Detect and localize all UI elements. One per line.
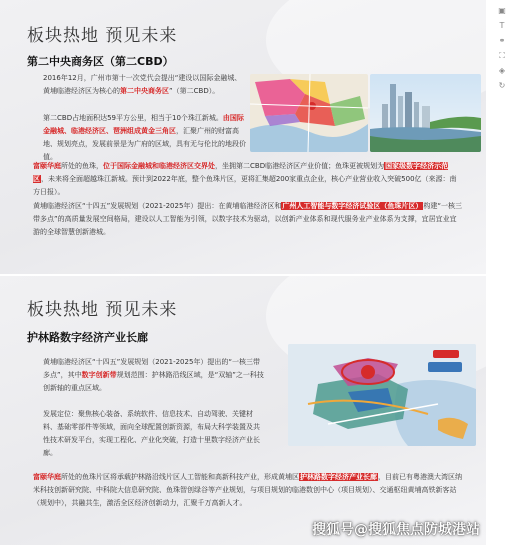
slide-1-title: 板块热地 预见未来 [27, 26, 178, 46]
highlight-box: 护林路数字经济产业长廊 [300, 473, 377, 481]
highlight-text: 第二中央商务区 [120, 87, 169, 95]
cbd-map-image [250, 74, 368, 152]
highlight-text: 位于国际金融城和临港经济区交界处 [103, 162, 215, 170]
text-span: 第二CBD占地面积达59平方公里，相当于10个珠江新城。 [43, 114, 223, 122]
side-toolbar [493, 0, 511, 100]
project-name: 富颐华庭 [33, 473, 61, 481]
highlight-box: 国家级数字经济示范区 [33, 162, 449, 183]
planning-map-graphic [288, 344, 476, 446]
text-span: 2016年12月，广州市第十一次党代会提出“建设以国际金融城、黄埔临港经济区为核心的 [43, 74, 242, 95]
crop-icon[interactable]: ⛶ [499, 51, 505, 60]
corridor-planning-map [288, 344, 476, 446]
text-span: 所处的鱼珠， [61, 162, 103, 170]
slide-2-title: 板块热地 预见未来 [27, 300, 178, 320]
ai-icon[interactable]: ◈ [498, 66, 506, 75]
slide-1-paragraph-3 [33, 160, 463, 199]
slide-1-paragraph-1 [43, 72, 243, 98]
slide-2-paragraph-1 [43, 356, 265, 395]
highlight-text: 由国际金融城、临港经济区、琶洲组成黄金三角区 [43, 114, 244, 135]
city-skyline-photo [370, 74, 481, 152]
text-span: 规划范围：护林路沿线区域，是“双轴”之一科技创新轴的重点区域。 [43, 371, 264, 392]
text-span: ，未来将全面超越珠江新城。预计到2022年底，整个鱼珠片区，更将汇集超200家重点企业，核心产业营业收入突破500亿（来源：南方日报）。 [33, 175, 457, 196]
slide-2 [0, 276, 486, 545]
text-icon[interactable]: T [499, 21, 505, 30]
map-graphic [250, 74, 368, 152]
text-span: 构建“一核三带多点”的高质量发展空间格局，建设以人工智能为引领，以数字技术为驱动，以创新产业体系和现代服务业产业体系为支撑，宜居宜业宜游的全球智慧创新港城。 [33, 202, 463, 236]
highlight-text: 数字创新带 [81, 371, 117, 379]
text-span: 所处的鱼珠片区将承载护林路沿线片区人工智能和高新科技产业，形成黄埔区 [61, 473, 299, 481]
project-name: 富颐华庭 [33, 162, 61, 170]
skyline-graphic [370, 74, 481, 152]
link-icon[interactable]: ⚭ [498, 36, 506, 45]
text-span: ，汇聚广州的财富高地、规划亮点，发展前景是为广府的区域，具有无与伦比的地段价值。 [43, 127, 246, 161]
text-span: ，坐拥第二CBD临港经济区产业价值；鱼珠更被规划为 [215, 162, 385, 170]
text-span: ，目前已有粤港澳大湾区纳米科技创新研究院、中科院大信息研究院、鱼珠智创绿谷等产业规划，与项目规划的临港数创中心（项目规划）、交通枢纽黄埔高铁新客站（规划中），共融共生，激活全区经济创新动力，汇聚千万高新人才。 [33, 473, 462, 507]
slide-1-paragraph-4 [33, 200, 463, 239]
rotate-icon[interactable]: ↻ [498, 81, 506, 90]
watermark-text: 搜狐号@搜狐焦点防城港站 [312, 522, 480, 538]
text-span: 黄埔临港经济区“十四五”发展规划（2021-2025年）提出的“一核三带多点”，其中 [43, 358, 261, 379]
slide-1 [0, 0, 486, 274]
image-icon[interactable]: ▣ [498, 6, 506, 15]
text-span: 黄埔临港经济区“十四五”发展规划（2021-2025年）提出：在黄埔临港经济区和 [33, 202, 282, 210]
section-title-hulin-road: 护林路数字经济产业长廊 [27, 331, 148, 344]
slide-2-paragraph-3 [33, 471, 468, 510]
slide-1-paragraph-2 [43, 112, 248, 164]
slide-2-paragraph-2: 发展定位：聚焦核心装备、系统软件、信息技术、自动驾驶、关键材料、基础零部件等领域，面向全球配置创新资源，布局大科学装置及共性技术研发平台，实现工程化、产业化突破，打造十里数字经济产业长廊。 [43, 410, 260, 457]
highlight-box: 广州人工智能与数字经济试验区（鱼珠片区） [282, 202, 423, 210]
text-span: ”（第二CBD）。 [169, 87, 220, 95]
section-title-second-cbd: 第二中央商务区（第二CBD） [27, 55, 174, 68]
